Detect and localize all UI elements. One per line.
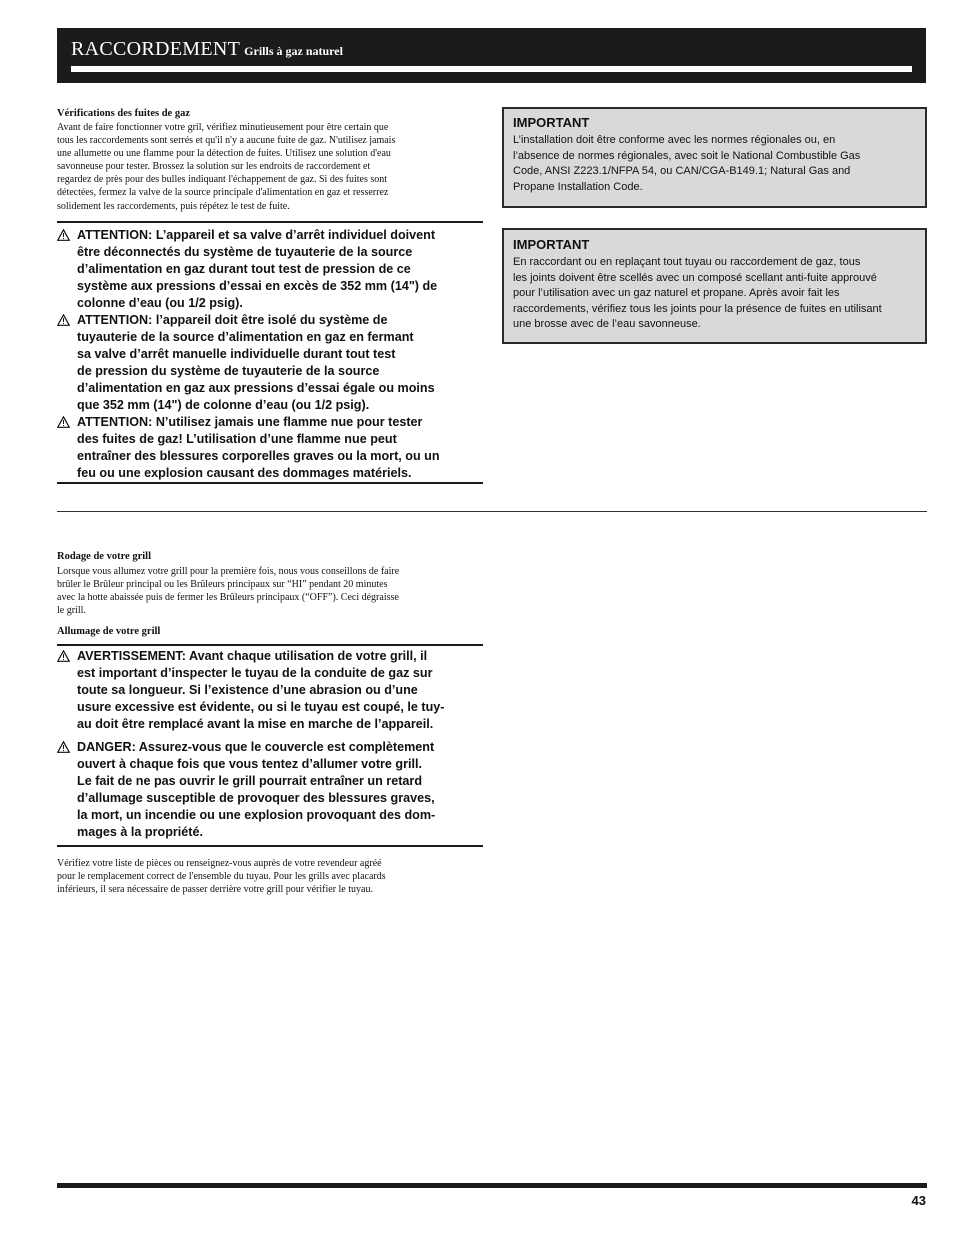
leak-check-line: regardez de près pour des bulles indiquant l'échappement de gaz. Si des fuites sont: [57, 174, 388, 186]
important-title: IMPORTANT: [513, 115, 590, 130]
warning-line: la mort, un incendie ou une explosion provoquant des dom-: [77, 808, 436, 822]
leak-check-line: une allumette ou une flamme pour la détection de fuites. Utilisez une solution d'eau: [57, 148, 391, 160]
important-line: Propane Installation Code.: [513, 180, 643, 193]
warning-triangle-icon: [57, 314, 70, 326]
header-title: [71, 38, 343, 61]
warning-line: DANGER: Assurez-vous que le couvercle est complètement: [77, 740, 435, 754]
hose-note-line: Vérifiez votre liste de pièces ou renseignez-vous auprès de votre revendeur agréé: [57, 858, 382, 869]
warning-line: de pression du système de tuyauterie de la source: [77, 364, 380, 378]
leak-check-line: Avant de faire fonctionner votre gril, vérifiez minutieusement pour être certain que: [57, 122, 389, 133]
important-box: [502, 107, 927, 208]
warning-line: des fuites de gaz! L’utilisation d’une flamme nue peut: [77, 432, 397, 446]
hose-note: [57, 857, 487, 896]
important-line: pour l’utilisation avec un gaz naturel et propane. Après avoir fait les: [513, 287, 840, 300]
warning-line: système aux pressions d’essai en excès de 352 mm (14") de: [77, 279, 438, 293]
hose-note-line: pour le remplacement correct de l'ensemble du tuyau. Pour les grills avec placards: [57, 871, 386, 883]
important-line: Code, ANSI Z223.1/NFPA 54, ou CAN/CGA-B149.1; Natural Gas and: [513, 165, 851, 178]
important-body: [513, 133, 923, 195]
warning-line: d’allumage susceptible de provoquer des blessures graves,: [77, 791, 435, 805]
important-line: En raccordant ou en replaçant tout tuyau ou raccordement de gaz, tous: [513, 256, 861, 268]
burn-in-line: le grill.: [57, 605, 86, 617]
warning-triangle-icon: [57, 650, 70, 662]
warning-line: est important d’inspecter le tuyau de la conduite de gaz sur: [77, 666, 433, 680]
warning-line: ouvert à chaque fois que vous tentez d’allumer votre grill.: [77, 757, 423, 771]
footer-rule: [57, 1183, 927, 1188]
warning-line: d’alimentation en gaz durant tout test de pression de ce: [77, 262, 411, 276]
leak-check-paragraph: [57, 121, 487, 213]
leak-check-line: tous les raccordements sont serrés et qu'il n'y a aucune fuite de gaz. N'utilisez jamais: [57, 135, 396, 147]
important-line: raccordements, vérifiez tous les joints pour la présence de fuites en utilisant: [513, 302, 882, 315]
warning-line: d’alimentation en gaz aux pressions d’essai égale ou moins: [77, 381, 435, 395]
burn-in-heading: Rodage de votre grill: [57, 551, 151, 562]
important-line: l’absence de normes régionales, avec soit le National Combustible Gas: [513, 149, 861, 162]
warning-line: mages à la propriété.: [77, 825, 203, 839]
warning-line: usure excessive est évidente, ou si le tuyau est coupé, le tuy-: [77, 700, 445, 714]
warning-line: sa valve d’arrêt manuelle individuelle durant tout test: [77, 347, 396, 361]
warning-line: au doit être remplacé avant la mise en marche de l’appareil.: [77, 717, 434, 731]
leak-check-line: solidement les raccordements, puis répétez le test de fuite.: [57, 200, 290, 212]
warning-line: Le fait de ne pas ouvrir le grill pourrait entraîner un retard: [77, 774, 423, 788]
header-rule: [71, 66, 912, 72]
burn-in-line: Lorsque vous allumez votre grill pour la première fois, nous vous conseillons de faire: [57, 566, 400, 577]
attention-warnings: [57, 227, 487, 482]
warning-triangle-icon: [57, 416, 70, 428]
lighting-top-rule: [57, 644, 483, 646]
warning-top-rule: [57, 221, 483, 223]
warning-triangle-icon: [57, 741, 70, 753]
warning-line: AVERTISSEMENT: Avant chaque utilisation de votre grill, il: [77, 649, 428, 663]
section-header: [57, 28, 926, 83]
warning-line: entraîner des blessures corporelles graves ou la mort, ou un: [77, 449, 440, 463]
attention-warning: [57, 312, 487, 414]
warning-line: ATTENTION: L’appareil et sa valve d’arrêt individuel doivent: [77, 228, 436, 242]
warning-bottom-rule: [57, 482, 483, 484]
lighting-warnings: [57, 648, 487, 841]
warning-line: être déconnectés du système de tuyauterie de la source: [77, 245, 413, 259]
warning-line: que 352 mm (14") de colonne d’eau (ou 1/2 psig).: [77, 398, 370, 412]
header-title-main: RACCORDEMENT: [71, 38, 241, 60]
attention-warning: [57, 414, 487, 482]
hose-note-line: inférieurs, il sera nécessaire de passer derrière votre grill pour vérifier le tuyau.: [57, 884, 373, 896]
warning-line: toute sa longueur. Si l’existence d’une abrasion ou d’une: [77, 683, 418, 697]
lighting-warning: [57, 739, 487, 841]
warning-line: ATTENTION: l’appareil doit être isolé du système de: [77, 313, 388, 327]
leak-check-line: savonneuse pour tester. Brossez la solution sur les endroits de raccordement et: [57, 161, 371, 173]
important-line: une brosse avec de l’eau savonneuse.: [513, 318, 701, 331]
burn-in-line: brûler le Brûleur principal ou les Brûleurs principaux sur “HI” pendant 20 minutes: [57, 579, 388, 591]
important-body: [513, 255, 923, 333]
section-divider: [57, 511, 927, 512]
lighting-warning: [57, 648, 487, 733]
warning-line: ATTENTION: N’utilisez jamais une flamme nue pour tester: [77, 415, 423, 429]
lighting-heading: Allumage de votre grill: [57, 626, 161, 637]
burn-in-line: avec la hotte abaissée puis de fermer les Brûleurs principaux (“OFF”). Ceci dégraisse: [57, 592, 399, 604]
important-line: les joints doivent être scellés avec un composé scellant anti-fuite approuvé: [513, 271, 877, 284]
leak-check-line: détectées, fermez la valve de la source principale d'alimentation en gaz et resserrez: [57, 187, 389, 199]
important-line: L’installation doit être conforme avec les normes régionales ou, en: [513, 134, 836, 146]
warning-line: feu ou une explosion causant des dommages matériels.: [77, 466, 412, 480]
attention-warning: [57, 227, 487, 312]
leak-check-heading: Vérifications des fuites de gaz: [57, 108, 190, 119]
important-title: IMPORTANT: [513, 237, 590, 252]
warning-line: colonne d’eau (ou 1/2 psig).: [77, 296, 243, 310]
header-subtitle: Grills à gaz naturel: [244, 44, 343, 58]
warning-line: tuyauterie de la source d’alimentation en gaz en fermant: [77, 330, 414, 344]
page-number: 43: [911, 1193, 926, 1208]
lighting-bottom-rule: [57, 845, 483, 847]
burn-in-paragraph: [57, 565, 487, 617]
warning-triangle-icon: [57, 229, 70, 241]
important-box: [502, 228, 927, 344]
